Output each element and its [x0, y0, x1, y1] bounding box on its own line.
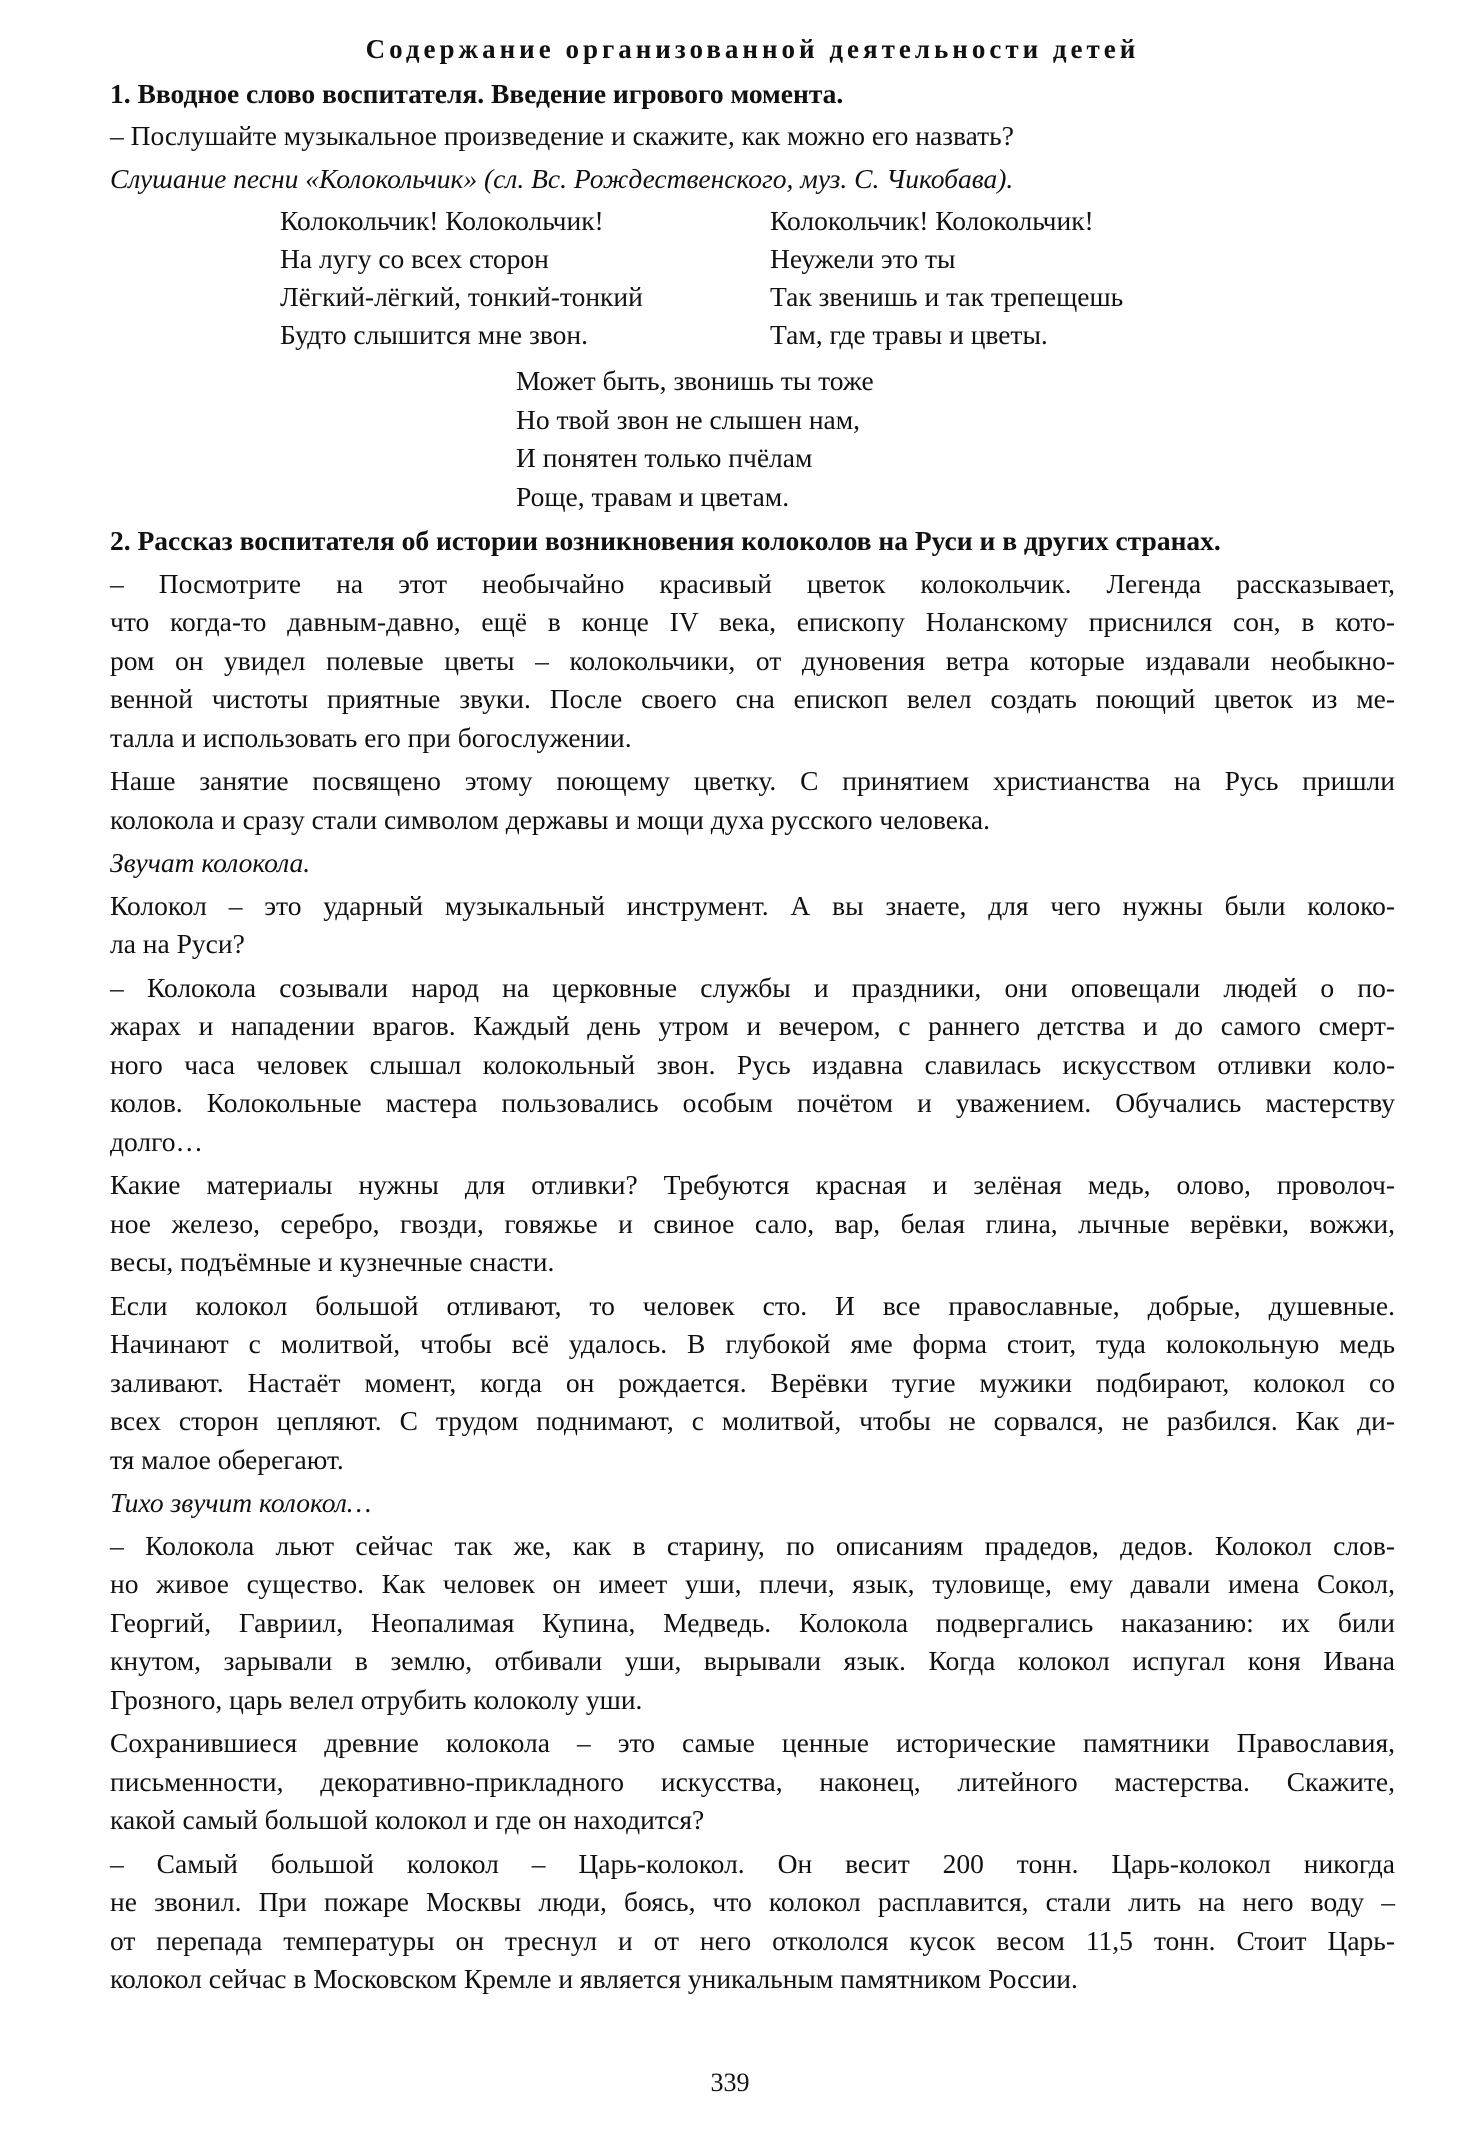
paragraph-line: Наше занятие посвящено этому поющему цветку. С принятием христианства на Русь пришли [110, 765, 1395, 796]
poem-line: Будто слышится мне звон. [280, 319, 588, 350]
poem-line: Колокольчик! Колокольчик! [280, 205, 604, 236]
paragraph-line: Если колокол большой отливают, то человек сто. И все православные, добрые, душевные. [110, 1289, 1395, 1321]
paragraph-line: Георгий, Гавриил, Неопалимая Купина, Медведь. Колокола подвергались наказанию: их били [110, 1606, 1395, 1638]
paragraph [110, 1166, 1395, 1282]
poem-line: Неужели это ты [770, 243, 956, 274]
paragraph-line: колокол сейчас в Московском Кремле и является уникальным памятником России. [110, 1963, 1078, 1994]
poem-line: Там, где травы и цветы. [770, 319, 1048, 350]
poem-line: На лугу со всех сторон [280, 243, 549, 274]
poem-line: Так звенишь и так трепещешь [770, 281, 1124, 312]
paragraph-line: но живое существо. Как человек он имеет уши, плечи, язык, туловище, ему давали имена Сокол, [110, 1568, 1395, 1599]
paragraph [110, 969, 1395, 1162]
paragraph [110, 1287, 1395, 1480]
paragraph [110, 887, 1395, 964]
poem-line: Может быть, звонишь ты тоже [516, 365, 874, 396]
paragraph-line: Сохранившиеся древние колокола – это самые ценные исторические памятники Православия, [110, 1727, 1395, 1758]
poem-line: И понятен только пчёлам [516, 442, 813, 473]
poem-left-column [280, 202, 770, 354]
page-title: Содержание организованной деятельности детей [365, 34, 1140, 64]
paragraph-line: талла и использовать его при богослужении. [110, 721, 632, 753]
poem-line: Лёгкий-лёгкий, тонкий-тонкий [280, 281, 643, 312]
paragraph-line: – Посмотрите на этот необычайно красивый цветок колокольчик. Легенда рассказывает, [110, 567, 1395, 599]
section-1-heading: 1. Вводное слово воспитателя. Введение игрового момента. [110, 77, 844, 109]
paragraph [110, 762, 1395, 839]
paragraph-line: от перепада температуры он треснул и от него откололся кусок весом 11,5 тонн. Стоит Царь- [110, 1924, 1395, 1956]
paragraph-line: Какие материалы нужны для отливки? Требуются красная и зелёная медь, олово, проволоч- [110, 1169, 1395, 1200]
poem-line: Роще, травам и цветам. [516, 480, 790, 512]
poem-final-stanza [516, 362, 1395, 516]
paragraph [110, 565, 1395, 758]
paragraph-line: долго… [110, 1125, 203, 1157]
sound-note-bells: Звучат колокола. [110, 847, 311, 878]
paragraph-line: что когда-то давным-давно, ещё в конце IV века, епископу Ноланскому приснился сон, в кото- [110, 606, 1395, 637]
paragraph-line: не звонил. При пожаре Москвы люди, боясь, что колокол расплавится, стали лить на него воду – [110, 1886, 1395, 1917]
story-block-3 [110, 1527, 1395, 1999]
paragraph-line: заливают. Настаёт момент, когда он рождается. Верёвки тугие мужики подбирают, колокол со [110, 1366, 1395, 1398]
teacher-question: – Послушайте музыкальное произведение и скажите, как можно его назвать? [110, 120, 1014, 151]
sound-note-quiet-bell: Тихо звучит колокол… [110, 1487, 372, 1518]
poem-line: Но твой звон не слышен нам, [516, 403, 861, 435]
paragraph-line: – Колокола льют сейчас так же, как в старину, по описаниям прадедов, дедов. Колокол слов- [110, 1529, 1395, 1561]
page-content [110, 30, 1395, 2004]
paragraph-line: кнутом, зарывали в землю, отбивали уши, вырывали язык. Когда колокол испугал коня Ивана [110, 1645, 1395, 1676]
poem-line: Колокольчик! Колокольчик! [770, 205, 1094, 236]
paragraph-line: – Самый большой колокол – Царь-колокол. Он весит 200 тонн. Царь-колокол никогда [110, 1847, 1395, 1879]
paragraph-line: весы, подъёмные и кузнечные снасти. [110, 1246, 555, 1277]
paragraph [110, 1724, 1395, 1840]
paragraph-line: Грозного, царь велел отрубить колоколу уши. [110, 1683, 643, 1715]
paragraph-line: ное железо, серебро, гвозди, говяжье и свиное сало, вар, белая глина, лычные верёвки, вожжи, [110, 1207, 1395, 1239]
paragraph-line: жарах и нападении врагов. Каждый день утром и вечером, с раннего детства и до самого смерт- [110, 1010, 1395, 1041]
paragraph-line: Начинают с молитвой, чтобы всё удалось. В глубокой яме форма стоит, туда колокольную медь [110, 1328, 1395, 1359]
story-block-1 [110, 565, 1395, 840]
paragraph-line: венной чистоты приятные звуки. После своего сна епископ велел создать поющий цветок из ме- [110, 683, 1395, 714]
paragraph-line: письменности, декоративно-прикладного искусства, наконец, литейного мастерства. Скажите, [110, 1765, 1395, 1797]
listening-note: Слушание песни «Колокольчик» (сл. Вс. Рождественского, муз. С. Чикобава). [110, 162, 1014, 194]
paragraph-line: ром он увидел полевые цветы – колокольчики, от дуновения ветра которые издавали необыкно- [110, 644, 1395, 676]
paragraph-line: Колокол – это ударный музыкальный инструмент. А вы знаете, для чего нужны были колоко- [110, 889, 1395, 921]
paragraph-line: какой самый большой колокол и где он находится? [110, 1804, 705, 1835]
paragraph-line: ла на Руси? [110, 928, 245, 959]
page-number: 339 [710, 2068, 750, 2097]
section-2-heading: 2. Рассказ воспитателя об истории возникновения колоколов на Руси и в других странах. [110, 525, 1221, 556]
paragraph [110, 1527, 1395, 1720]
paragraph-line: всех сторон цепляют. С трудом поднимают, с молитвой, чтобы не сорвался, не разбился. Как ди- [110, 1405, 1395, 1436]
poem-right-column [770, 202, 1260, 354]
paragraph-line: ного часа человек слышал колокольный звон. Русь издавна славилась искусством отливки коло- [110, 1048, 1395, 1080]
paragraph-line: тя малое оберегают. [110, 1443, 344, 1475]
paragraph [110, 1845, 1395, 1999]
story-block-2 [110, 887, 1395, 1480]
paragraph-line: – Колокола созывали народ на церковные службы и праздники, они оповещали людей о по- [110, 971, 1395, 1003]
paragraph-line: колокола и сразу стали символом державы и мощи духа русского человека. [110, 803, 990, 835]
paragraph-line: колов. Колокольные мастера пользовались особым почётом и уважением. Обучались мастерству [110, 1087, 1395, 1118]
poem-verses [280, 202, 1395, 354]
